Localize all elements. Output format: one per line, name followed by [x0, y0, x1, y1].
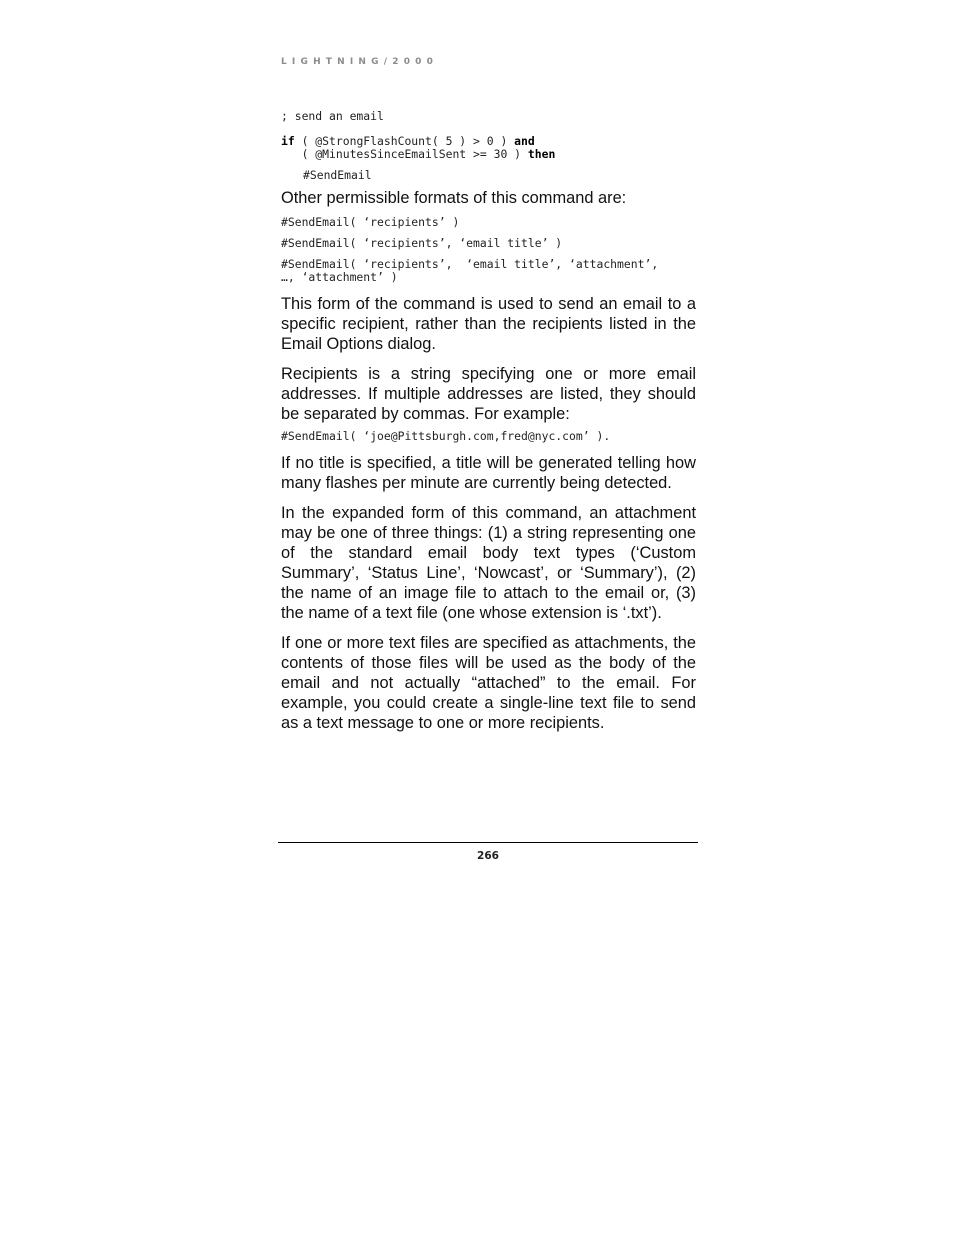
paragraph-recipients: Recipients is a string specifying one or more email addresses. If multiple addresses are listed, they should be separated by commas. For example:	[281, 365, 696, 423]
footer-divider	[278, 842, 698, 843]
code-condition-1: ( @StrongFlashCount( 5 ) > 0 )	[294, 134, 515, 148]
format-line: #SendEmail( ‘recipients’, ‘email title’ )	[281, 236, 563, 250]
code-comment: ; send an email	[281, 109, 384, 123]
code-send-call: #SendEmail	[303, 168, 372, 182]
format-line: #SendEmail( ‘recipients’, ‘email title’, ‘attachment’, …, ‘attachment’ )	[281, 257, 659, 284]
code-condition-2: ( @MinutesSinceEmailSent >= 30 )	[281, 147, 528, 161]
keyword-then: then	[527, 147, 556, 161]
page-number: 266	[477, 850, 499, 862]
paragraph-form: This form of the command is used to send an email to a specific recipient, rather than the recipients listed in the Email Options dialog.	[281, 295, 696, 353]
page-content	[281, 110, 696, 733]
paragraph-other-formats: Other permissible formats of this command are:	[281, 189, 627, 207]
running-header: LIGHTNING/2000	[281, 57, 439, 67]
format-line: #SendEmail( ‘recipients’ )	[281, 215, 460, 229]
code-if-block	[281, 135, 696, 161]
paragraph-expanded-form: In the expanded form of this command, an attachment may be one of three things: (1) a string representing one of the standard email body text types (‘Custom Summary’, ‘Status Line’, ‘Nowcast’, or ‘Summary’), (2) the name of an image file to attach to the email or, (3) the name of a text file (one whose extension is ‘.txt’).	[281, 504, 696, 622]
keyword-if: if	[281, 134, 295, 148]
code-example: #SendEmail( ‘joe@Pittsburgh.com,fred@nyc.com’ ).	[281, 429, 611, 443]
keyword-and: and	[514, 134, 535, 148]
paragraph-text-files: If one or more text files are specified as attachments, the contents of those files will be used as the body of the email and not actually “attached” to the email. For example, you could create a single-line text file to send as a text message to one or more recipients.	[281, 634, 696, 732]
paragraph-title: If no title is specified, a title will be generated telling how many flashes per minute are currently being detected.	[281, 454, 696, 492]
